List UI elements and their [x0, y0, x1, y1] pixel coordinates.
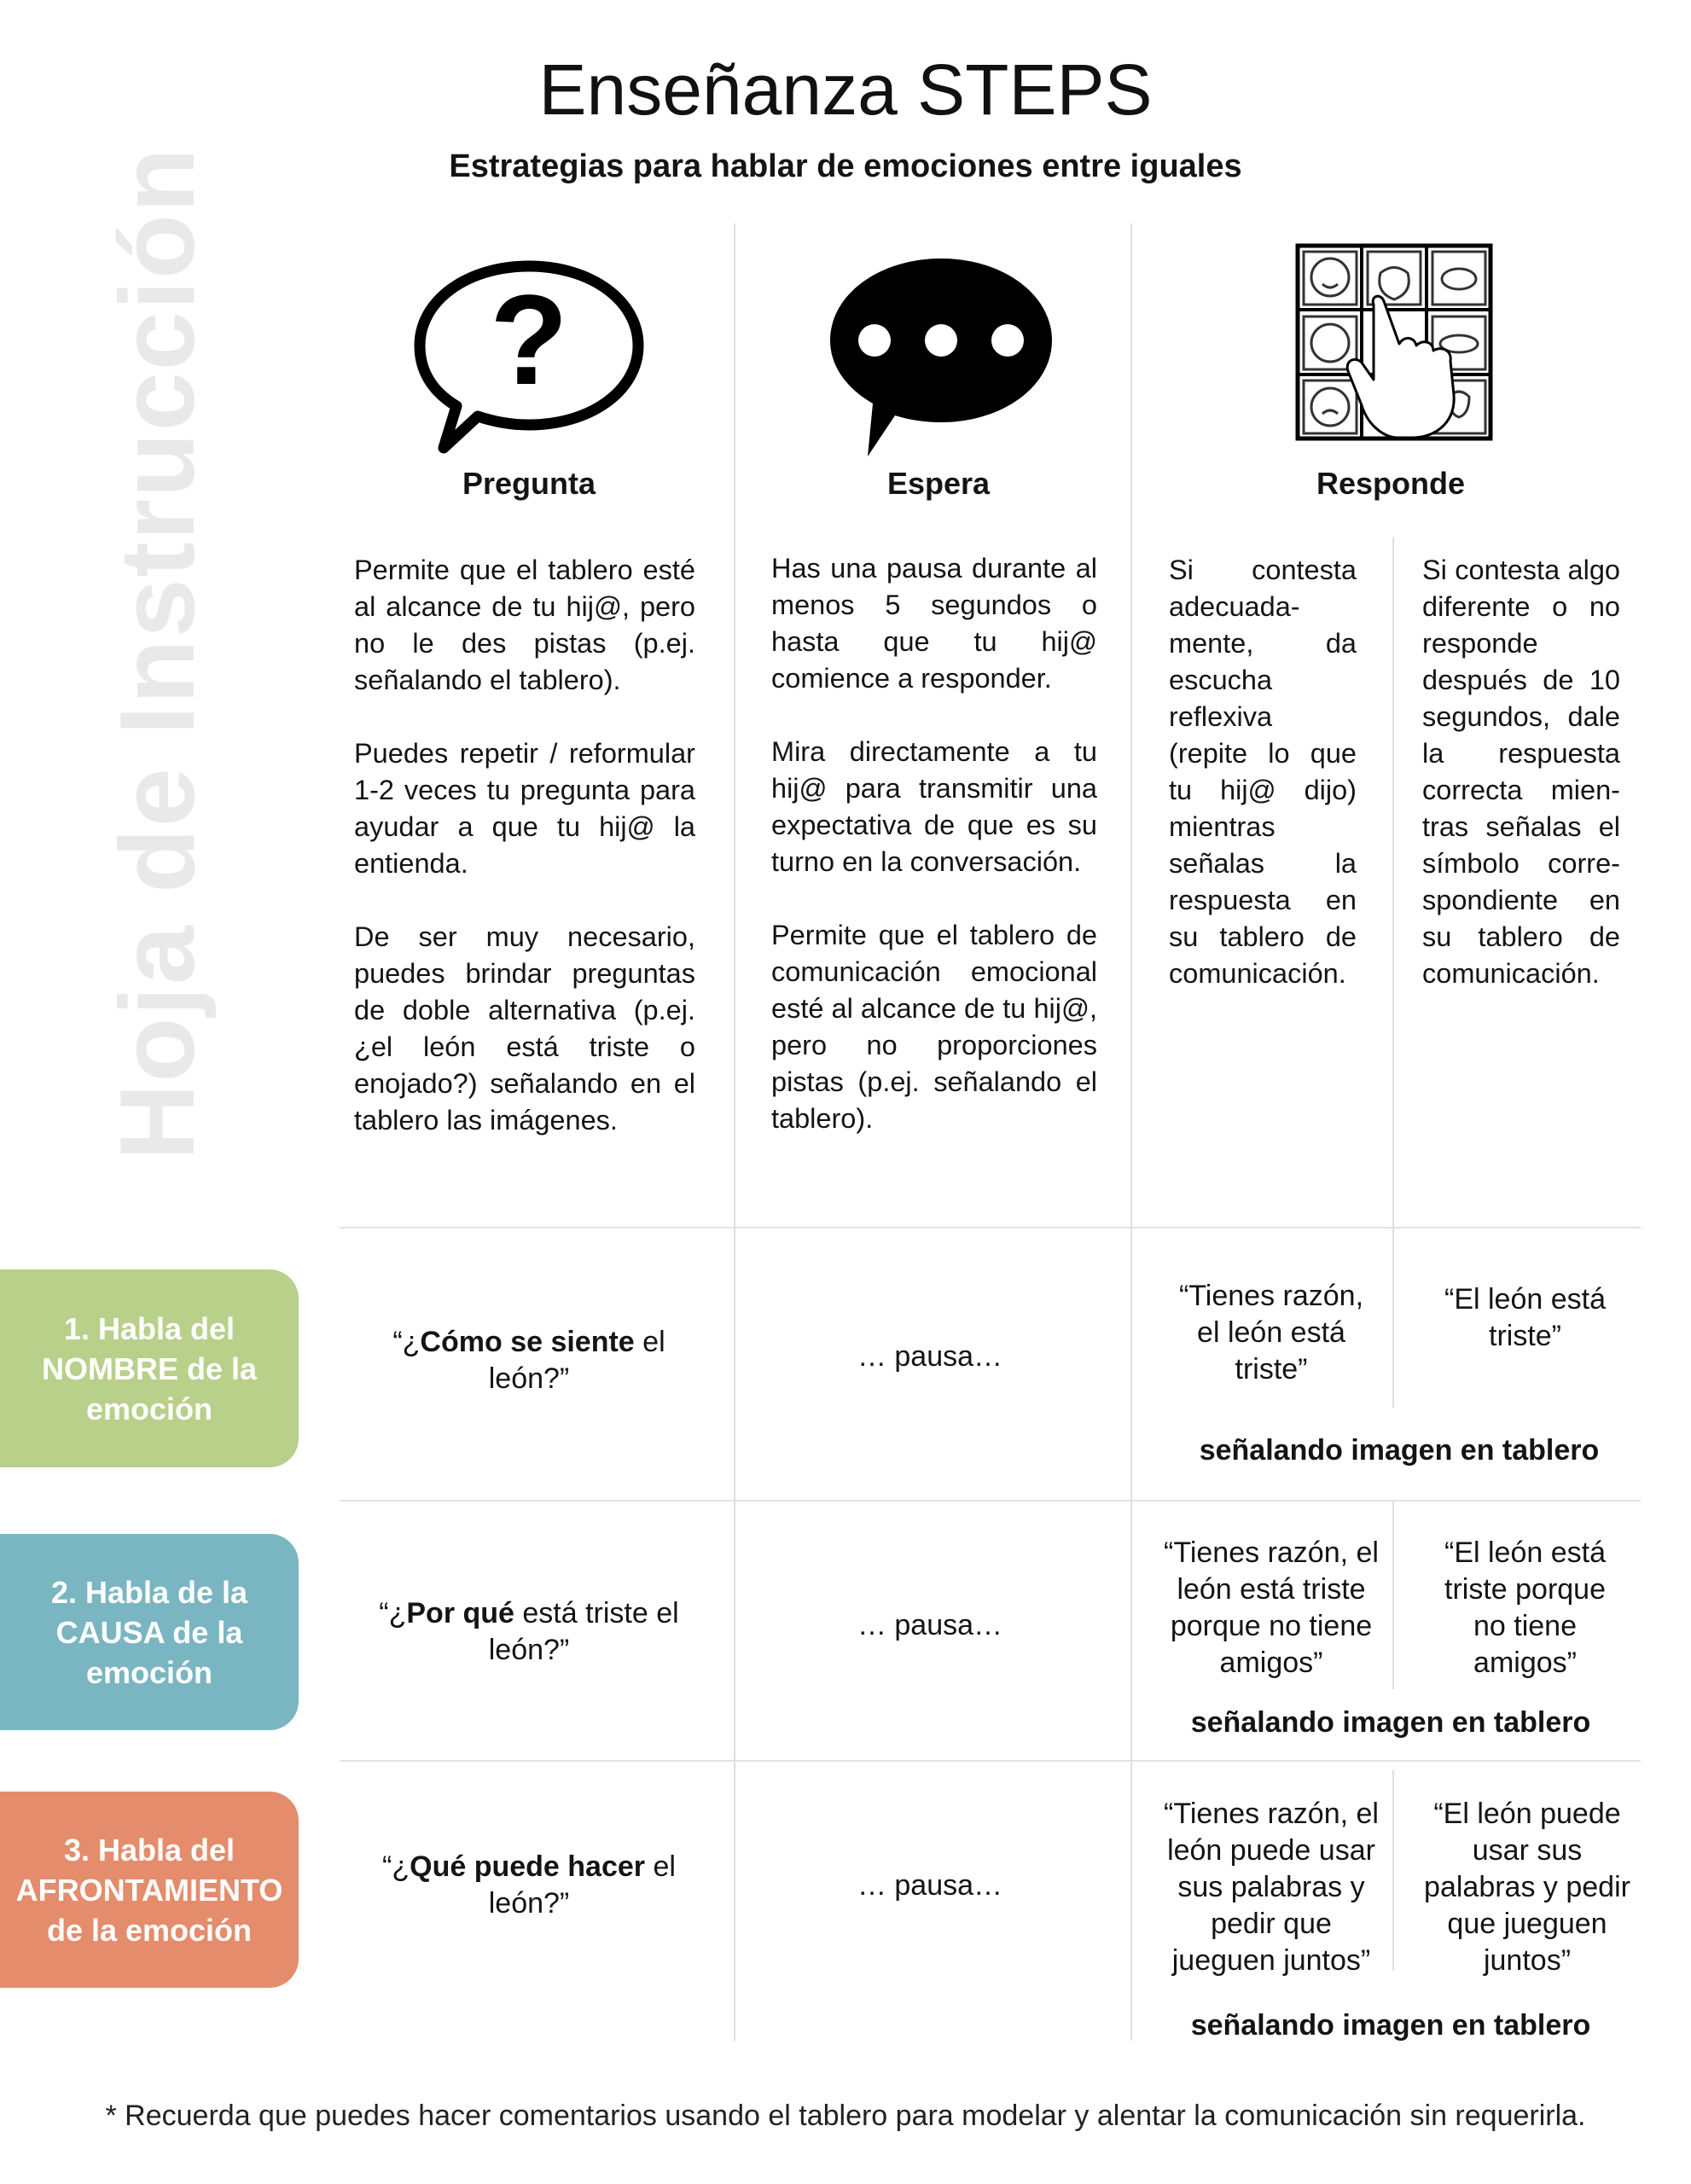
row-2-pause: … pausa…	[857, 1608, 1003, 1641]
row-tab-nombre: 1. Habla del NOMBRE de la emoción	[0, 1269, 299, 1467]
row-2-response-correct: “Tienes razón, el león está triste porque no tiene amigos”	[1164, 1536, 1379, 1679]
row-2-caption: señalando imagen en tablero	[1190, 1706, 1591, 1739]
row-1-question: “¿Cómo se siente el león?”	[392, 1326, 665, 1395]
row-2-response-other: “El león está triste porque no tiene amigos”	[1444, 1536, 1606, 1679]
row-1-response-other: “El león está triste”	[1444, 1283, 1606, 1352]
row-divider-2	[340, 1500, 1641, 1502]
response-divider-row2	[1392, 1502, 1394, 1689]
page-title: Enseñanza STEPS	[538, 49, 1153, 130]
column-divider-2	[1130, 224, 1132, 2041]
row-2-question: “¿Por qué está triste el león?”	[379, 1597, 679, 1666]
row-divider-3	[340, 1760, 1641, 1762]
response-divider-row3	[1392, 1770, 1394, 1971]
column-divider-1	[734, 224, 735, 2041]
heading-espera: Espera	[886, 466, 991, 501]
row-1-response-correct: “Tienes razón, el león está triste”	[1178, 1280, 1364, 1385]
row-divider-1	[340, 1227, 1641, 1228]
row-3-response-correct: “Tienes razón, el león puede usar sus palabras y pedir que jueguen juntos”	[1164, 1798, 1379, 1977]
pregunta-instructions	[354, 552, 695, 1139]
svg-text:?: ?	[490, 268, 568, 411]
espera-instructions	[771, 550, 1097, 1137]
heading-responde: Responde	[1316, 466, 1466, 501]
row-tab-causa: 2. Habla de la CAUSA de la emoción	[0, 1534, 299, 1730]
row-3-question: “¿Qué puede hacer el león?”	[382, 1850, 676, 1920]
footer-note: * Recuerda que puedes hacer comentarios usando el tablero para modelar y alentar la comunicación sin requerirla.	[105, 2100, 1586, 2132]
espera-paragraph: Has una pausa durante al menos 5 segundos o hasta que tu hij@ comience a responder.	[771, 553, 1097, 694]
responde-other-paragraph: Si contesta algo diferente o no responde después de 10 segundos, dale la respuesta correcta mien-tras señalas el símbolo corre-spondiente en su tablero de comunicación.	[1422, 555, 1620, 989]
row-tab-afrontamiento: 3. Habla del AFRONTAMIENTO de la emoción	[0, 1792, 299, 1988]
row-3-response-other: “El león puede usar sus palabras y pedir que jueguen juntos”	[1424, 1798, 1630, 1977]
espera-paragraph: Mira directamente a tu hij@ para transmitir una expectativa de que es su turno en la conversación.	[771, 736, 1097, 877]
heading-pregunta: Pregunta	[462, 466, 596, 501]
pregunta-paragraph: Permite que el tablero esté al alcance de tu hij@, pero no le des pistas (p.ej. señalando el tablero).	[354, 555, 695, 695]
row-3-caption: señalando imagen en tablero	[1190, 2009, 1591, 2042]
row-3-pause: … pausa…	[857, 1868, 1003, 1902]
row-1-caption: señalando imagen en tablero	[1199, 1434, 1600, 1467]
question-speech-bubble-icon	[410, 256, 648, 461]
responde-correct-instructions	[1169, 552, 1357, 992]
row-1-pause: … pausa…	[857, 1339, 1003, 1373]
pregunta-paragraph: De ser muy necesario, puedes brindar preguntas de doble alternativa (p.ej.¿el león está triste o enojado?) señalando en el tablero las imágenes.	[354, 921, 695, 1136]
ellipsis-speech-bubble-icon	[823, 252, 1058, 461]
espera-paragraph: Permite que el tablero de comunicación emocional esté al alcance de tu hij@, pero no proporciones pistas (p.ej. señalando el tablero).	[771, 920, 1097, 1134]
pointing-hand-communication-board-icon	[1295, 243, 1493, 441]
page-subtitle: Estrategias para hablar de emociones entre iguales	[449, 148, 1242, 184]
responde-other-instructions	[1422, 552, 1620, 992]
response-divider-top	[1392, 537, 1394, 1408]
responde-correct-paragraph: Si contesta adecuada-mente, da escucha reflexiva (repite lo que tu hij@ dijo) mientras señalas la respuesta en su tablero de comunicación.	[1169, 555, 1357, 989]
pregunta-paragraph: Puedes repetir / reformular 1-2 veces tu pregunta para ayudar a que tu hij@ la entienda.	[354, 738, 695, 879]
